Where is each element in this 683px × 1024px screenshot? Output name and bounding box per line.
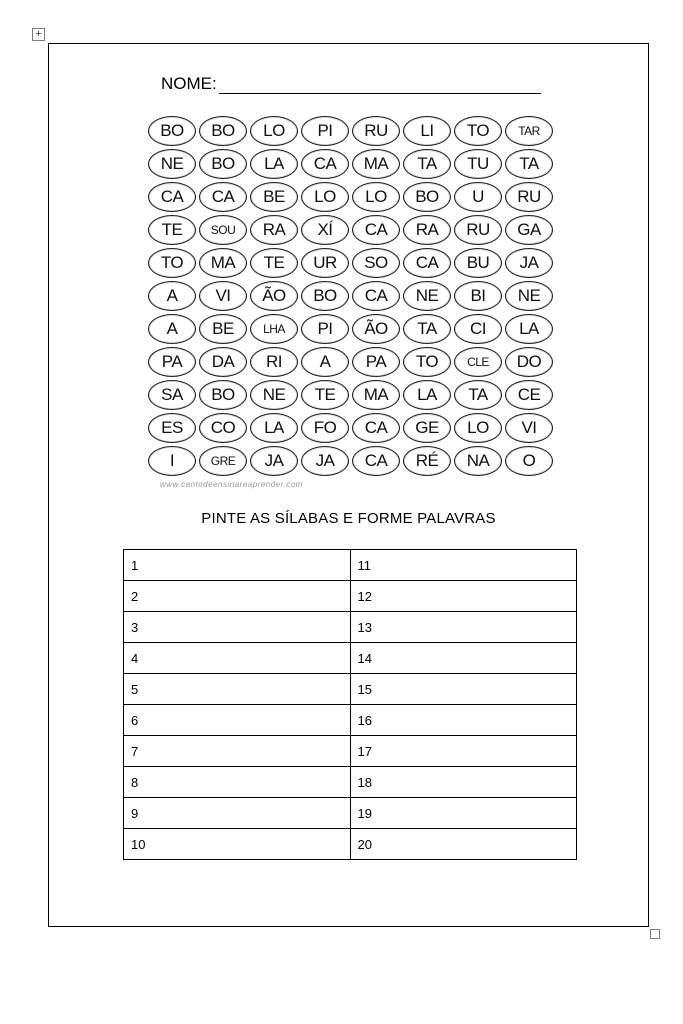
syllable-bubble[interactable]: RU [352, 116, 400, 146]
syllable-bubble[interactable]: O [505, 446, 553, 476]
syllable-bubble[interactable]: ES [148, 413, 196, 443]
table-row [124, 643, 577, 674]
syllable-bubble[interactable]: LO [250, 116, 298, 146]
answer-cell[interactable]: 15 [350, 674, 577, 705]
answer-cell[interactable]: 6 [124, 705, 351, 736]
syllable-bubble[interactable]: TA [403, 314, 451, 344]
syllable-bubble[interactable]: DA [199, 347, 247, 377]
syllable-bubble[interactable]: CA [352, 446, 400, 476]
syllable-bubble[interactable]: JA [250, 446, 298, 476]
syllable-grid-image [148, 116, 558, 496]
syllable-bubble[interactable]: JA [301, 446, 349, 476]
syllable-bubble[interactable]: CA [301, 149, 349, 179]
table-row [124, 736, 577, 767]
syllable-grid [148, 116, 558, 479]
syllable-bubble[interactable]: FO [301, 413, 349, 443]
syllable-bubble[interactable]: CA [352, 281, 400, 311]
syllable-bubble[interactable]: TO [148, 248, 196, 278]
syllable-bubble[interactable]: A [148, 314, 196, 344]
syllable-bubble[interactable]: SO [352, 248, 400, 278]
answer-cell[interactable]: 9 [124, 798, 351, 829]
answer-cell[interactable]: 16 [350, 705, 577, 736]
syllable-bubble[interactable]: BE [199, 314, 247, 344]
syllable-bubble[interactable]: TA [505, 149, 553, 179]
table-move-handle-icon[interactable]: + [32, 28, 45, 41]
syllable-bubble[interactable]: NE [403, 281, 451, 311]
syllable-bubble[interactable]: LO [454, 413, 502, 443]
answer-cell[interactable]: 17 [350, 736, 577, 767]
name-field [161, 70, 541, 94]
syllable-bubble[interactable]: DO [505, 347, 553, 377]
syllable-bubble[interactable]: ÃO [352, 314, 400, 344]
syllable-bubble[interactable]: CE [505, 380, 553, 410]
syllable-bubble[interactable]: SOU [199, 215, 247, 245]
syllable-bubble[interactable]: TU [454, 149, 502, 179]
syllable-bubble[interactable]: RU [454, 215, 502, 245]
instruction-text: PINTE AS SÍLABAS E FORME PALAVRAS [201, 510, 496, 527]
answer-cell[interactable]: 1 [124, 550, 351, 581]
syllable-bubble[interactable]: RA [250, 215, 298, 245]
syllable-bubble[interactable]: CA [352, 413, 400, 443]
syllable-bubble[interactable]: SA [148, 380, 196, 410]
syllable-bubble[interactable]: NA [454, 446, 502, 476]
answer-cell[interactable]: 12 [350, 581, 577, 612]
syllable-bubble[interactable]: NE [505, 281, 553, 311]
syllable-bubble[interactable]: CA [199, 182, 247, 212]
syllable-bubble[interactable]: GRE [199, 446, 247, 476]
watermark: www.cantodeensinareaprender.com [160, 480, 303, 489]
syllable-bubble[interactable]: NE [148, 149, 196, 179]
syllable-bubble[interactable]: PA [352, 347, 400, 377]
syllable-bubble[interactable]: BO [301, 281, 349, 311]
answer-cell[interactable]: 14 [350, 643, 577, 674]
syllable-bubble[interactable]: VI [505, 413, 553, 443]
syllable-bubble[interactable]: U [454, 182, 502, 212]
syllable-bubble[interactable]: TE [301, 380, 349, 410]
syllable-bubble[interactable]: LI [403, 116, 451, 146]
syllable-bubble[interactable]: TE [148, 215, 196, 245]
table-row [124, 829, 577, 860]
syllable-bubble[interactable]: TA [454, 380, 502, 410]
syllable-bubble[interactable]: TE [250, 248, 298, 278]
syllable-bubble[interactable]: UR [301, 248, 349, 278]
table-row [124, 612, 577, 643]
answer-cell[interactable]: 13 [350, 612, 577, 643]
syllable-bubble[interactable]: NE [250, 380, 298, 410]
syllable-bubble[interactable]: CA [148, 182, 196, 212]
syllable-bubble[interactable]: BO [199, 149, 247, 179]
table-row [124, 798, 577, 829]
table-row [124, 581, 577, 612]
table-resize-handle[interactable] [650, 929, 660, 939]
syllable-bubble[interactable]: PA [148, 347, 196, 377]
answer-cell[interactable]: 5 [124, 674, 351, 705]
syllable-bubble[interactable]: A [301, 347, 349, 377]
syllable-bubble[interactable]: JA [505, 248, 553, 278]
syllable-bubble[interactable]: TO [403, 347, 451, 377]
syllable-bubble[interactable]: TAR [505, 116, 553, 146]
syllable-bubble[interactable]: LHA [250, 314, 298, 344]
syllable-bubble[interactable]: BE [250, 182, 298, 212]
syllable-bubble[interactable]: MA [352, 149, 400, 179]
syllable-bubble[interactable]: BO [403, 182, 451, 212]
syllable-bubble[interactable]: ÃO [250, 281, 298, 311]
answer-cell[interactable]: 10 [124, 829, 351, 860]
syllable-bubble[interactable]: CO [199, 413, 247, 443]
syllable-bubble[interactable]: GA [505, 215, 553, 245]
syllable-bubble[interactable]: RU [505, 182, 553, 212]
table-row [124, 550, 577, 581]
syllable-bubble[interactable]: A [148, 281, 196, 311]
name-blank-line[interactable] [219, 75, 541, 94]
syllable-bubble[interactable]: PI [301, 116, 349, 146]
syllable-bubble[interactable]: BU [454, 248, 502, 278]
syllable-bubble[interactable]: GE [403, 413, 451, 443]
syllable-bubble[interactable]: LA [250, 413, 298, 443]
syllable-bubble[interactable]: BO [199, 380, 247, 410]
answer-table [123, 549, 577, 860]
syllable-bubble[interactable]: LA [505, 314, 553, 344]
syllable-bubble[interactable]: I [148, 446, 196, 476]
syllable-bubble[interactable]: LA [403, 380, 451, 410]
syllable-bubble[interactable]: BO [199, 116, 247, 146]
table-row [124, 767, 577, 798]
syllable-bubble[interactable]: CLE [454, 347, 502, 377]
syllable-bubble[interactable]: CA [403, 248, 451, 278]
syllable-bubble[interactable]: RÉ [403, 446, 451, 476]
name-label: NOME: [161, 74, 217, 93]
syllable-bubble[interactable]: RA [403, 215, 451, 245]
syllable-bubble[interactable]: CA [352, 215, 400, 245]
syllable-bubble[interactable]: TO [454, 116, 502, 146]
answer-cell[interactable]: 7 [124, 736, 351, 767]
answer-cell[interactable]: 20 [350, 829, 577, 860]
syllable-bubble[interactable]: CI [454, 314, 502, 344]
answer-cell[interactable]: 11 [350, 550, 577, 581]
syllable-bubble[interactable]: MA [199, 248, 247, 278]
syllable-bubble[interactable]: VI [199, 281, 247, 311]
table-row [124, 674, 577, 705]
syllable-bubble[interactable]: LO [352, 182, 400, 212]
answer-cell[interactable]: 8 [124, 767, 351, 798]
answer-cell[interactable]: 3 [124, 612, 351, 643]
answer-cell[interactable]: 19 [350, 798, 577, 829]
syllable-bubble[interactable]: LO [301, 182, 349, 212]
answer-cell[interactable]: 2 [124, 581, 351, 612]
syllable-bubble[interactable]: BI [454, 281, 502, 311]
syllable-bubble[interactable]: PI [301, 314, 349, 344]
syllable-bubble[interactable]: TA [403, 149, 451, 179]
syllable-bubble[interactable]: XÍ [301, 215, 349, 245]
syllable-bubble[interactable]: RI [250, 347, 298, 377]
syllable-bubble[interactable]: LA [250, 149, 298, 179]
syllable-bubble[interactable]: MA [352, 380, 400, 410]
syllable-bubble[interactable]: BO [148, 116, 196, 146]
answer-cell[interactable]: 18 [350, 767, 577, 798]
answer-cell[interactable]: 4 [124, 643, 351, 674]
table-row [124, 705, 577, 736]
